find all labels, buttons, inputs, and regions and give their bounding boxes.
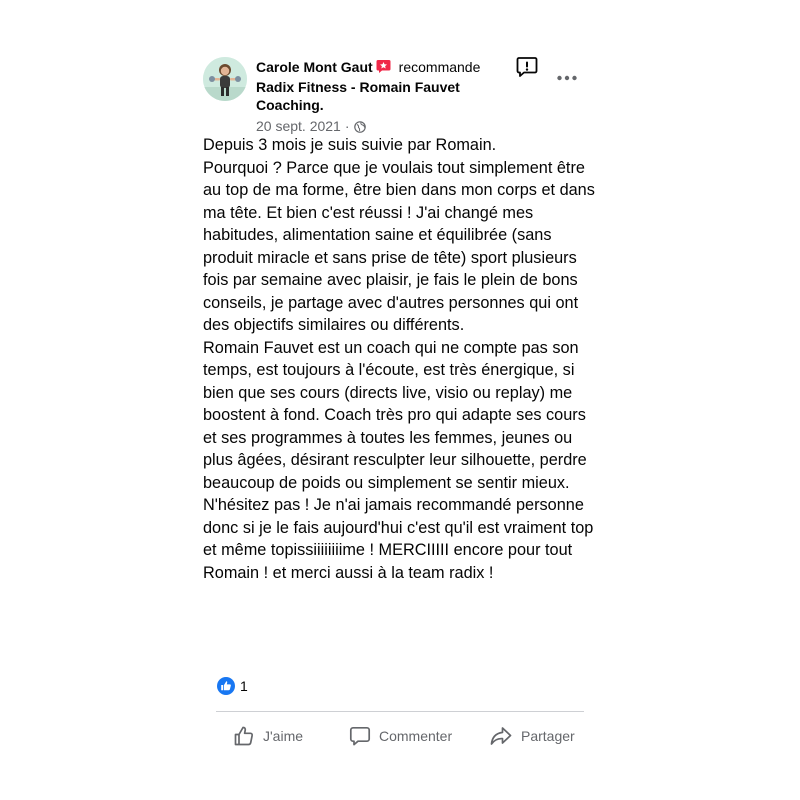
- author-name[interactable]: Carole Mont Gaut: [256, 59, 373, 75]
- share-label: Partager: [521, 728, 575, 744]
- like-button[interactable]: [233, 722, 303, 750]
- report-flag-icon: [515, 55, 539, 79]
- meta-separator: ·: [344, 118, 350, 134]
- like-reaction-icon: [217, 677, 235, 695]
- avatar[interactable]: [203, 57, 247, 101]
- post-body-text: Depuis 3 mois je suis suivie par Romain. Pourquoi ? Parce que je voulais tout simplement être au top de ma forme, être bien dans mon corps et dans ma tête. Et bien c'est réussi ! J'ai changé mes habitudes, alimentation saine et équilibrée (sans produit miracle et sans prise de tête) sport plusieurs fois par semaine avec plaisir, je fais le plein de bons conseils, je partage avec d'autres personnes qui ont des objectifs similaires ou différents. Romain Fauvet est un coach qui ne compte pas son temps, est toujours à l'écoute, est très énergique, si bien que ses cours (directs live, visio ou replay) me boostent à fond. Coach très pro qui adapte ses cours et ses programmes à toutes les femmes, jeunes ou plus âgées, désirant resculpter leur silhouette, perdre beaucoup de poids ou simplement se sentir mieux. N'hésitez pas ! Je n'ai jamais recommandé personne donc si je le fais aujourd'hui c'est qu'il est vraiment top et même topissiiiiiiiime ! MERCIIIII encore pour tout Romain ! et merci aussi à la team radix !: [203, 136, 595, 582]
- thumbs-up-icon: [233, 725, 255, 747]
- recommended-page-link[interactable]: Radix Fitness - Romain Fauvet Coaching.: [256, 79, 460, 113]
- action-bar: [216, 722, 584, 750]
- more-options-button[interactable]: [556, 70, 578, 80]
- recommendation-badge-icon: [376, 59, 391, 78]
- share-arrow-icon: [489, 725, 513, 747]
- like-label: J'aime: [263, 728, 304, 744]
- action-divider: [216, 711, 584, 712]
- report-button[interactable]: [515, 55, 539, 79]
- action-verb: recommande: [398, 59, 481, 75]
- share-button[interactable]: [489, 722, 575, 750]
- post-date[interactable]: 20 sept. 2021: [256, 118, 341, 134]
- comment-bubble-icon: [349, 725, 371, 747]
- more-dots-icon: [556, 73, 578, 83]
- reaction-count: 1: [240, 678, 248, 694]
- reactions-summary[interactable]: [217, 677, 248, 695]
- header-line: [256, 58, 506, 78]
- comment-label: Commenter: [379, 728, 453, 744]
- comment-button[interactable]: [349, 722, 452, 750]
- post-header: [256, 58, 506, 137]
- avatar-image: [203, 57, 247, 101]
